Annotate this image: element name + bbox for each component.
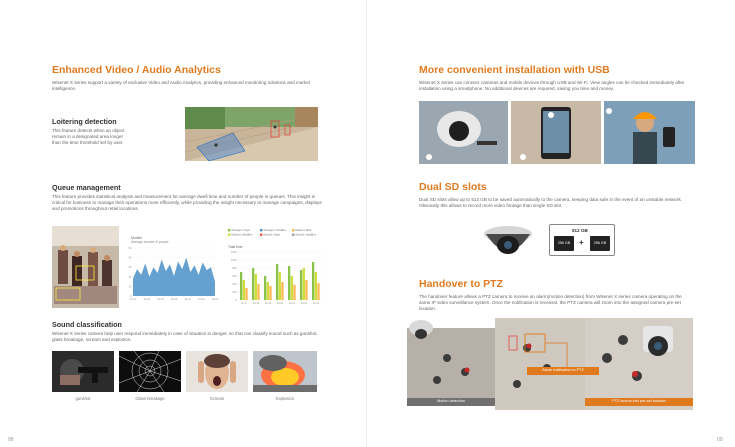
area-ytick-label: 10 (128, 285, 132, 289)
page-number-left: 08 (8, 437, 14, 443)
sd-total-label: 512 GB (572, 228, 588, 233)
bar-mark (269, 286, 271, 300)
bar-mark (240, 272, 242, 300)
caption-scream: Scream (209, 396, 225, 401)
ptz-alarm-label: Alarm notification to PTZ (542, 368, 584, 372)
bar-chart-xticks (241, 302, 320, 305)
glass-breakage-photo (119, 351, 181, 392)
right-page (367, 0, 734, 447)
scream-photo (186, 351, 248, 392)
legend-label: Adoredr: Angel (263, 233, 280, 237)
loitering-title: Loitering detection (52, 117, 117, 126)
area-xtick-label: 10-17 (129, 298, 137, 301)
legend-label: Midwest: Blast (295, 229, 312, 233)
sound-body: Wisenet X series camera help user respond immediately in case of situation in danger, so that can classify sound such as gunshot, glass breakage, scream and explosion. (52, 331, 318, 343)
bar-ytick-label: 600 (232, 275, 237, 278)
bar-mark (279, 272, 281, 300)
bar-mark (281, 282, 283, 300)
sound-title: Sound classification (52, 320, 122, 329)
bar-mark (291, 276, 293, 300)
bar-xtick-label: 10-21 (288, 302, 296, 305)
bar-mark (276, 264, 278, 300)
bar-xtick-label: 10-22 (300, 302, 308, 305)
sd-card-2-label: 256 GB (593, 241, 607, 245)
area-xtick-label: 10-22 (198, 298, 205, 301)
sd-card-1 (554, 236, 574, 251)
page-number-right: 09 (717, 437, 723, 443)
bar-ytick-label: 1200 (230, 251, 237, 254)
loitering-photo (185, 107, 318, 161)
bar-mark (245, 288, 247, 300)
legend-label: Adoredr: HandBee (295, 233, 317, 237)
queue-area-chart (123, 234, 219, 306)
caption-explosion: Explosion (275, 396, 295, 401)
area-ytick-label: 30 (128, 266, 132, 270)
caption-gunshot: gunshot (75, 396, 91, 401)
area-chart-ylabel: Average number of people (131, 240, 169, 244)
legend-swatch (292, 229, 294, 231)
queue-photo (52, 226, 119, 308)
left-page (0, 0, 367, 447)
bar-ytick-label: 800 (232, 267, 237, 270)
bar-xtick-label: 10-18 (252, 302, 260, 305)
ptz-motion-label: Motion detection (437, 399, 465, 403)
legend-label: Midwest: HandBee (231, 233, 253, 237)
dome-camera-photo (477, 218, 539, 268)
bar-mark (315, 272, 317, 300)
section-title-sd: Dual SD slots (419, 181, 487, 193)
area-ytick-label: 50 (128, 247, 132, 250)
bar-mark (293, 285, 295, 300)
bar-xtick-label: 10-17 (240, 302, 248, 305)
gunshot-photo (52, 351, 114, 392)
legend-label: Strangers: Angel (231, 229, 250, 233)
area-xtick-label: 10-20 (170, 298, 178, 301)
bar-mark (257, 284, 259, 300)
area-ytick-label: 0 (130, 295, 132, 298)
bar-mark (255, 274, 257, 300)
legend-swatch (292, 234, 294, 236)
legend-swatch (260, 234, 262, 236)
bar-xtick-label: 10-20 (276, 302, 284, 305)
bar-mark (267, 282, 269, 300)
ptz-scene (407, 318, 693, 410)
sd-card-2 (590, 236, 610, 251)
bar-ytick-label: 400 (232, 283, 237, 286)
section-body-analytics: Wisenet X series support a variety of exclusive Video and Audio Analytics, providing enhanced monitoring solutions and market intelligence. (52, 80, 311, 92)
caption-glass-breakage: Glass breakage (135, 396, 165, 401)
area-xtick-label: 10-21 (184, 298, 191, 301)
section-title-usb: More convenient installation with USB (419, 64, 610, 76)
section-body-ptz: The handover feature allows a PTZ camera to receive an alarm(motion detection) from Wisenet X series camera operating on the same IP video surveillance system. Once the notification is received, the PTZ camera will zoom into the assigned camera pre-set location. (419, 294, 682, 312)
bar-chart-legend (228, 229, 317, 237)
area-chart-series (133, 258, 215, 296)
bar-mark (300, 270, 302, 300)
section-title-ptz: Handover to PTZ (419, 278, 504, 290)
bar-mark (288, 266, 290, 300)
bar-xtick-label: 10-23 (312, 302, 320, 305)
queue-bar-chart (222, 226, 326, 308)
area-chart-xticks (130, 297, 219, 301)
area-ytick-label: 20 (128, 275, 132, 279)
section-title-analytics: Enhanced Video / Audio Analytics (52, 64, 221, 76)
area-xtick-label: 10-19 (157, 298, 164, 301)
sd-plus: + (579, 238, 584, 247)
explosion-photo (253, 351, 317, 392)
queue-title: Queue management (52, 183, 121, 192)
bar-mark (317, 283, 319, 300)
legend-swatch (228, 234, 230, 236)
section-body-sd: Dual SD slots allow up to 512 GB to be saved automatically to the camera, keeping data safe in the event of an unstable network. Obviously this allows to record more video footage than single SD slot. (419, 197, 683, 209)
bar-mark (305, 280, 307, 300)
usb-photo-strip (419, 101, 695, 164)
area-ytick-label: 40 (128, 256, 132, 260)
loitering-body: This feature detects when an object remain in a designated area longer than the time threshold set by user. (52, 128, 125, 146)
bar-chart-title: Total time (228, 245, 243, 249)
bar-xtick-label: 10-19 (264, 302, 272, 305)
bar-ytick-label: 1000 (230, 259, 237, 262)
queue-body: This feature provides statistical analysis and measurement for average dwell time and number of people in queues. This insight is critical for business to manage their operations more efficiently, while providing the insight necessary to manage campaigns, displays and promotions throughout retail locations. (52, 194, 322, 212)
sd-capacity-box (549, 224, 615, 256)
area-xtick-label: 10-23 (211, 298, 219, 301)
legend-swatch (228, 229, 230, 231)
legend-swatch (260, 229, 262, 231)
section-body-usb: Wisenet X series can connect cameras and mobile devices through USB and Wi-Fi. View angles can be checked immediately after installation using a smartphone. No additional devices are required, saving you time and money. (419, 80, 685, 92)
bar-mark (252, 268, 254, 300)
bar-mark (243, 280, 245, 300)
sd-card-1-label: 256 GB (557, 241, 571, 245)
bar-mark (303, 268, 305, 300)
bar-mark (312, 262, 314, 300)
bar-mark (264, 276, 266, 300)
area-xtick-label: 10-18 (143, 298, 150, 301)
legend-label: Strangers: HandBee (263, 229, 287, 233)
bar-ytick-label: 0 (235, 299, 237, 302)
area-chart-title: Monitor (131, 236, 143, 240)
bar-chart-bars (240, 262, 320, 300)
ptz-zoom-label: PTZ zooms into pre-set location (612, 399, 666, 403)
bar-ytick-label: 200 (232, 291, 237, 294)
